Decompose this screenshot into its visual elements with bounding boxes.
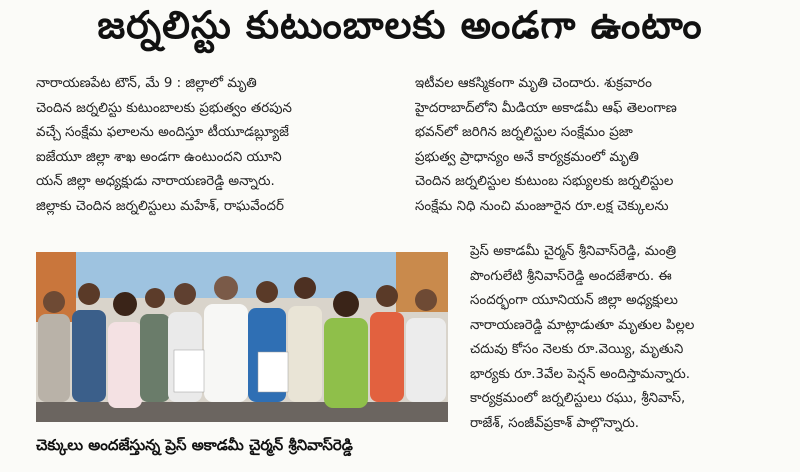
text-line: సంక్షేమ నిధి నుంచి మంజూరైన రూ.లక్ష చెక్కులను <box>415 198 669 214</box>
text-line: చదువు కోసం నెలకు రూ.వెయ్యి, మృతుని <box>470 342 684 357</box>
news-photo <box>36 252 448 422</box>
news-photo-illustration <box>36 252 448 422</box>
text-line: భార్యకు రూ.3వేల పెన్షన్ అందిస్తామన్నారు. <box>470 366 690 382</box>
text-line: హైదరాబాద్‌లోని మీడియా అకాడమీ ఆఫ్ తెలంగాణ <box>415 100 677 116</box>
text-line: చెందిన జర్నలిస్టు కుటుంబాలకు ప్రభుత్వం తరపున <box>36 100 292 116</box>
text-line: జిల్లాకు చెందిన జర్నలిస్టులు మహేశ్, రాఘవేందర్ <box>36 198 284 214</box>
text-line: భవన్‌లో జరిగిన జర్నలిస్టుల సంక్షేమం ప్రజా <box>415 125 633 140</box>
headline: జర్నలిస్టు కుటుంబాలకు అండగా ఉంటాం <box>97 3 703 47</box>
text-line: చెందిన జర్నలిస్టుల కుటుంబ సభ్యులకు జర్నలిస్టుల <box>415 174 674 189</box>
article-column-left <box>36 72 392 248</box>
text-line: సందర్భంగా యూనియన్ జిల్లా అధ్యక్షులు <box>470 293 678 308</box>
photo-caption: చెక్కులు అందజేస్తున్న ప్రెస్ అకాడమీ చైర్మన్ శ్రీనివాస్‌రెడ్డి <box>36 436 353 454</box>
text-line: ప్రభుత్వ ప్రాధాన్యం అనే కార్యక్రమంలో మృతి <box>415 149 639 165</box>
text-line: కార్యక్రమంలో జర్నలిస్టులు రఘు, శ్రీనివాస్, <box>470 391 686 406</box>
text-line: యన్ జిల్లా అధ్యక్షుడు నారాయణరెడ్డి అన్నారు. <box>36 174 275 189</box>
article-column-right-top <box>415 72 771 242</box>
text-line: ప్రెస్ అకాడమీ చైర్మన్ శ్రీనివాస్‌రెడ్డి, మంత్రి <box>470 244 677 259</box>
text-line: ఐజేయూ జిల్లా శాఖ అండగా ఉంటుందని యూని <box>36 149 282 165</box>
text-line: పొంగులేటి శ్రీనివాస్‌రెడ్డి అందజేశారు. ఈ <box>470 268 672 284</box>
text-line: ఇటీవల ఆకస్మికంగా మృతి చెందారు. శుక్రవారం <box>415 76 652 91</box>
text-line: నారాయణపేట టౌన్, మే 9 : జిల్లాలో మృతి <box>36 76 257 91</box>
article-column-right-bottom <box>470 240 772 465</box>
text-line: నారాయణరెడ్డి మాట్లాడుతూ మృతుల పిల్లల <box>470 317 695 333</box>
text-line: రాజేశ్, సంజీవ్‌ప్రకాశ్ పాల్గొన్నారు. <box>470 415 640 431</box>
text-line: వచ్చే సంక్షేమ ఫలాలను అందిస్తూ టీయూడబ్ల్యూజే <box>36 125 289 140</box>
